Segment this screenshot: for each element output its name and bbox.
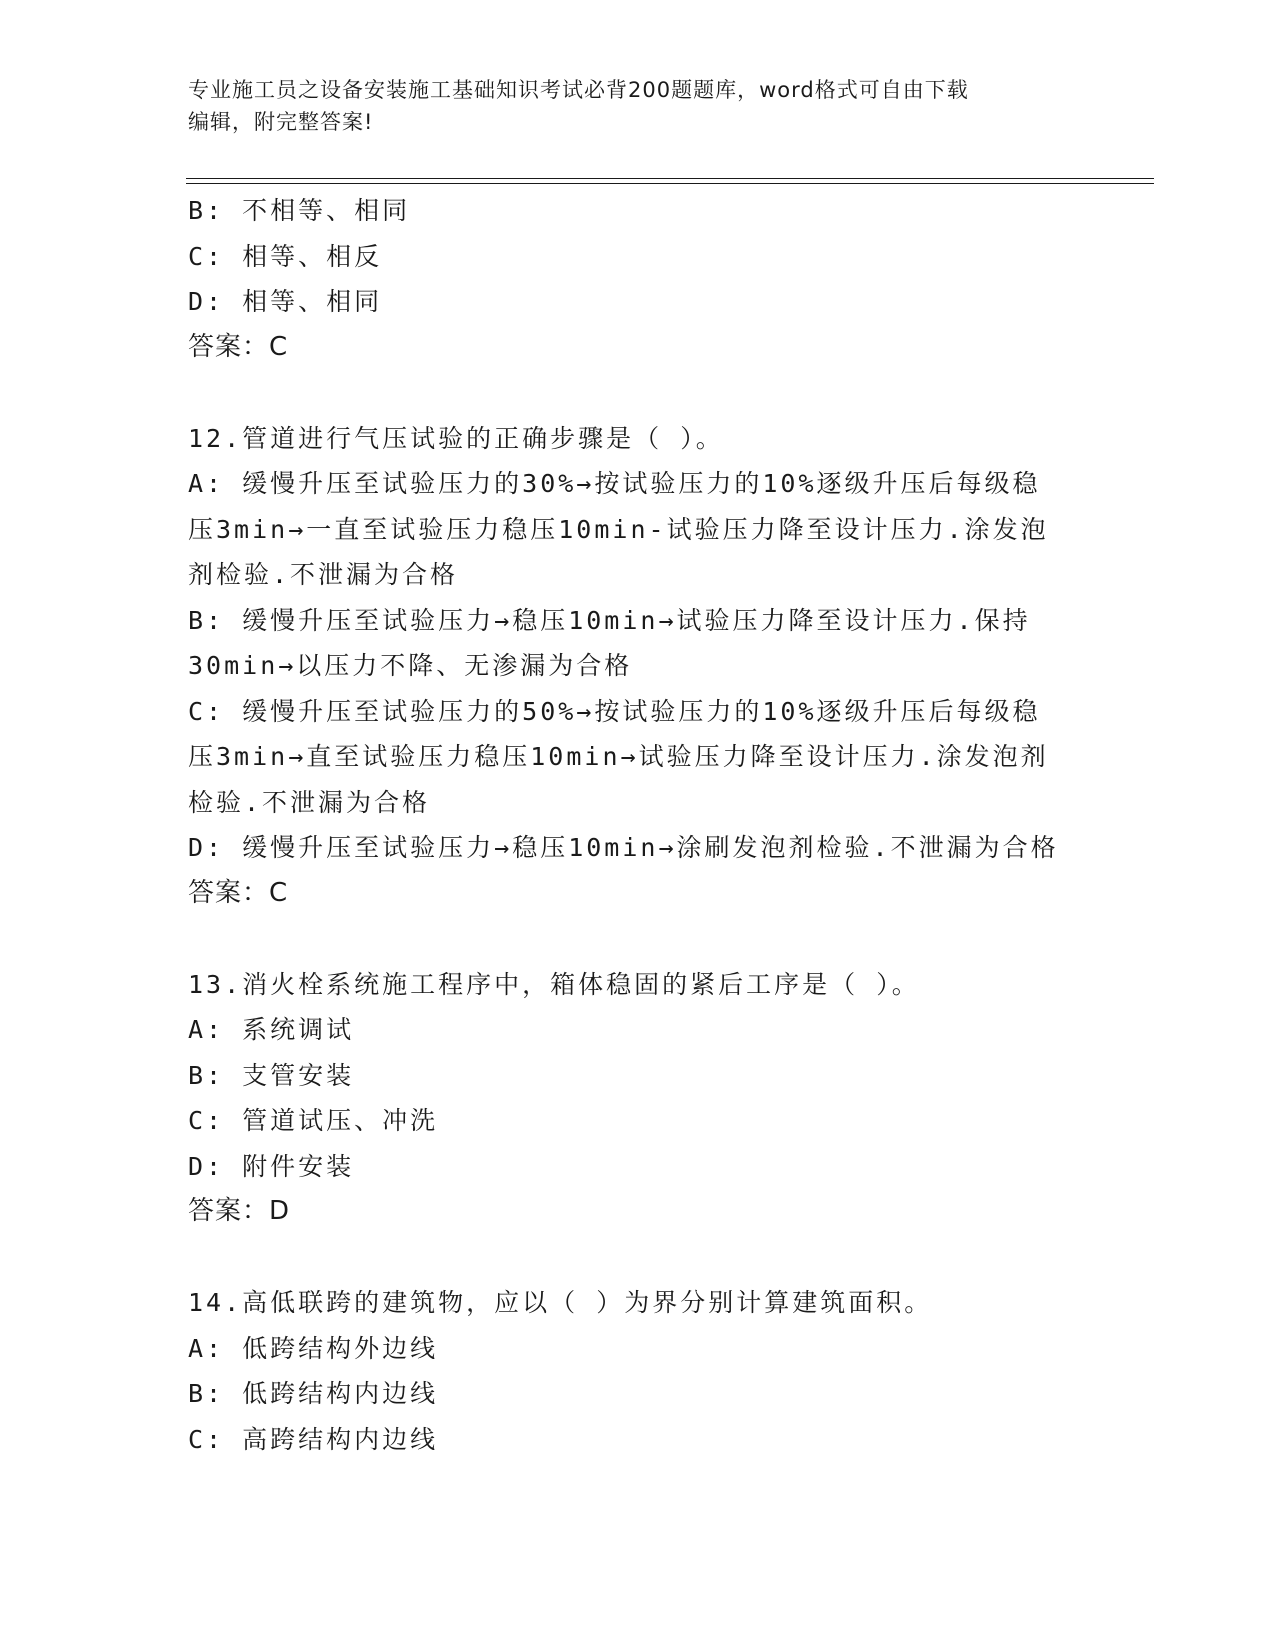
question-list: [188, 188, 1088, 1462]
q11-answer: 答案：C: [188, 331, 289, 362]
q12-option-c-line-3: 检验.不泄漏为合格: [188, 787, 431, 817]
q12-question: 12.管道进行气压试验的正确步骤是（ ）。: [188, 423, 724, 453]
header-line-2: 编辑，附完整答案!: [188, 110, 374, 134]
q12-option-b-line-1: B: 缓慢升压至试验压力→稳压10min→试验压力降至设计压力.保持: [188, 605, 1031, 635]
q14-option-b: B: 低跨结构内边线: [188, 1379, 439, 1408]
q12-option-a-line-1: A: 缓慢升压至试验压力的30%→按试验压力的10%逐级升压后每级稳: [188, 469, 1041, 498]
q12-option-a-line-2: 压3min→一直至试验压力稳压10min-试验压力降至设计压力.涂发泡: [188, 514, 1049, 544]
document-header: [188, 74, 1078, 138]
q12-option-c-line-2: 压3min→直至试验压力稳压10min→试验压力降至设计压力.涂发泡剂: [188, 742, 1049, 771]
q13-option-c: C: 管道试压、冲洗: [188, 1106, 439, 1135]
q13-option-a: A: 系统调试: [188, 1015, 355, 1044]
spacer: [188, 1235, 1088, 1281]
q12-option-b-line-2: 30min→以压力不降、无渗漏为合格: [188, 651, 633, 680]
q12-option-c-line-1: C: 缓慢升压至试验压力的50%→按试验压力的10%逐级升压后每级稳: [188, 696, 1041, 726]
header-divider-top: [186, 178, 1154, 179]
question-11: [188, 188, 1088, 370]
q13-answer: 答案：D: [188, 1196, 291, 1226]
q13-option-d: D: 附件安装: [188, 1151, 355, 1181]
q14-option-a: A: 低跨结构外边线: [188, 1333, 439, 1363]
q11-option-b: B: 不相等、相同: [188, 196, 411, 225]
question-12: [188, 416, 1088, 917]
header-divider-bottom: [186, 183, 1154, 184]
q13-question: 13.消火栓系统施工程序中，箱体稳固的紧后工序是（ ）。: [188, 969, 920, 999]
header-line-1: 专业施工员之设备安装施工基础知识考试必背200题题库，word格式可自由下载: [188, 78, 969, 102]
q11-option-c: C: 相等、相反: [188, 241, 383, 271]
q14-option-c: C: 高跨结构内边线: [188, 1424, 439, 1454]
spacer: [188, 916, 1088, 962]
q12-answer: 答案：C: [188, 877, 289, 908]
spacer: [188, 370, 1088, 416]
q14-question: 14.高低联跨的建筑物，应以（ ）为界分别计算建筑面积。: [188, 1288, 933, 1317]
question-13: [188, 962, 1088, 1235]
q12-option-a-line-3: 剂检验.不泄漏为合格: [188, 560, 459, 589]
question-14: [188, 1280, 1088, 1462]
q13-option-b: B: 支管安装: [188, 1060, 355, 1090]
q12-option-d: D: 缓慢升压至试验压力→稳压10min→涂刷发泡剂检验.不泄漏为合格: [188, 833, 1059, 862]
q11-option-d: D: 相等、相同: [188, 287, 383, 316]
